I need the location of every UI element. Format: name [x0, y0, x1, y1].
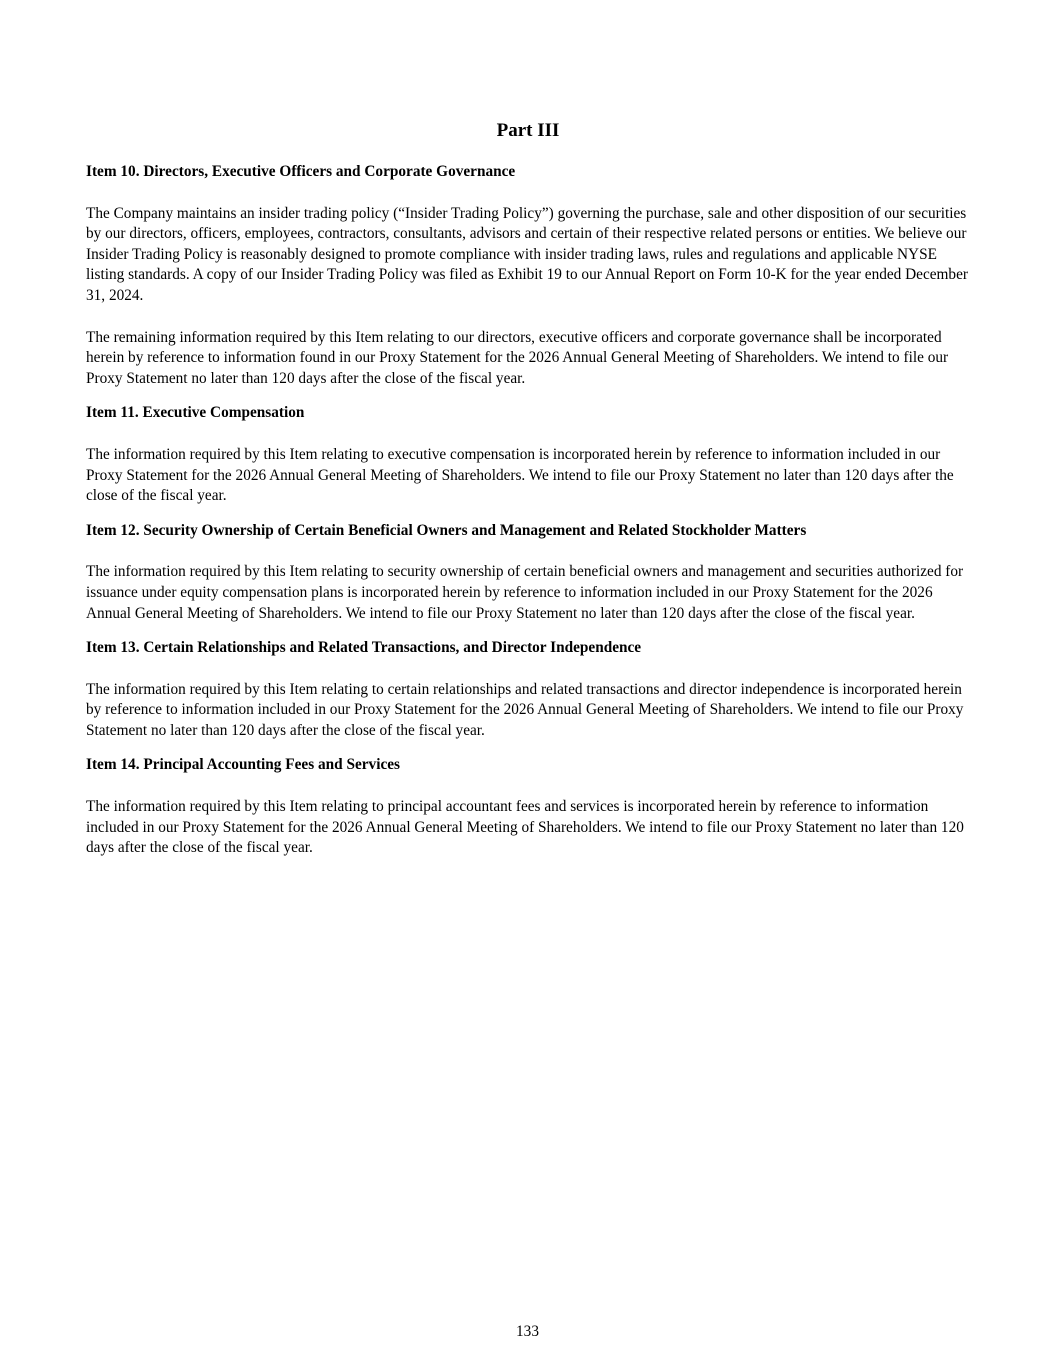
part-title: Part III	[496, 120, 560, 141]
item-10-paragraph-2: The remaining information required by this Item relating to our directors, executive officers and corporate governance shall be incorporated herein by reference to information found in our Proxy Statement for the 2026 Annual General Meeting of Shareholders. We intend to file our Proxy Statement no later than 120 days after the close of the fiscal year.	[86, 328, 949, 387]
item-13-paragraph-1: The information required by this Item relating to certain relationships and related transactions and director independence is incorporated herein by reference to information included in our Proxy Statement for the 2026 Annual General Meeting of Shareholders. We intend to file our Proxy Statement no later than 120 days after the close of the fiscal year.	[86, 680, 964, 739]
item-10-paragraph-1: The Company maintains an insider trading policy (“Insider Trading Policy”) governing the purchase, sale and other disposition of our securities by our directors, officers, employees, contractors, consultants, advisors and certain of their respective related persons or entities. We believe our Insider Trading Policy is reasonably designed to promote compliance with insider trading laws, rules and regulations and applicable NYSE listing standards. A copy of our Insider Trading Policy was filed as Exhibit 19 to our Annual Report on Form 10-K for the year ended December 31, 2024.	[86, 204, 968, 304]
item-14-paragraph-1: The information required by this Item relating to principal accountant fees and services is incorporated herein by reference to information included in our Proxy Statement for the 2026 Annual General Meeting of Shareholders. We intend to file our Proxy Statement no later than 120 days after the close of the fiscal year.	[86, 798, 964, 857]
item-13-heading: Item 13. Certain Relationships and Related Transactions, and Director Independence	[86, 639, 642, 657]
item-12-section	[86, 521, 970, 624]
item-13-section	[86, 638, 970, 741]
document-page	[86, 118, 970, 880]
item-11-paragraph-1: The information required by this Item relating to executive compensation is incorporated herein by reference to information included in our Proxy Statement for the 2026 Annual General Meeting of Shareholders. We intend to file our Proxy Statement no later than 120 days after the close of the fiscal year.	[86, 445, 954, 505]
item-12-paragraph-1: The information required by this Item relating to security ownership of certain beneficial owners and management and securities authorized for issuance under equity compensation plans is incorporated herein by reference to information included in our Proxy Statement for the 2026 Annual General Meeting of Shareholders. We intend to file our Proxy Statement no later than 120 days after the close of the fiscal year.	[86, 563, 964, 622]
item-11-heading: Item 11. Executive Compensation	[86, 404, 305, 422]
item-10-heading: Item 10. Directors, Executive Officers and Corporate Governance	[86, 163, 516, 180]
item-12-heading: Item 12. Security Ownership of Certain Beneficial Owners and Management and Related Stockholder Matters	[86, 521, 807, 539]
item-14-heading: Item 14. Principal Accounting Fees and Services	[86, 756, 400, 774]
page-number: 133	[516, 1323, 539, 1340]
item-14-section	[86, 755, 970, 858]
item-11-section	[86, 403, 970, 506]
item-10-section	[86, 162, 970, 389]
